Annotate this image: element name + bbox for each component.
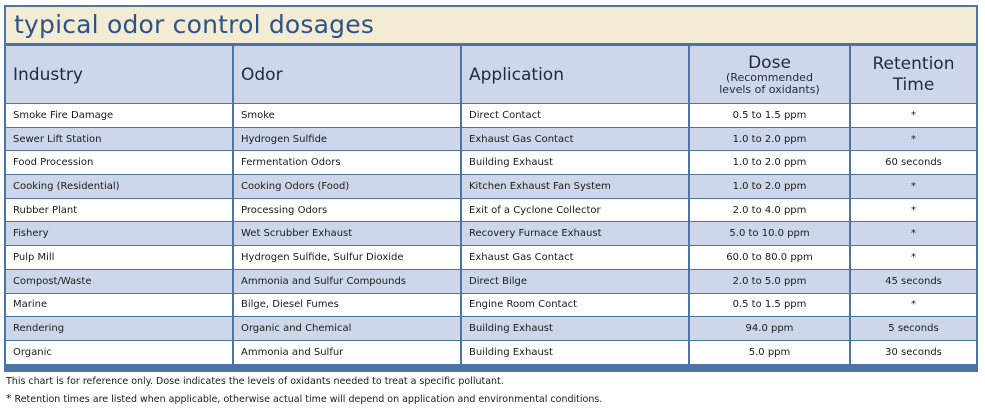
cell-application: Building Exhaust: [462, 317, 690, 340]
footnote-retention: [6, 392, 602, 405]
cell-dose: 5.0 ppm: [690, 341, 851, 364]
cell-application: Recovery Furnace Exhaust: [462, 222, 690, 245]
table-row: [6, 317, 976, 340]
cell-dose: 0.5 to 1.5 ppm: [690, 104, 851, 127]
cell-industry: Marine: [6, 294, 234, 317]
cell-industry: Rubber Plant: [6, 199, 234, 222]
table-row: [6, 175, 976, 198]
cell-dose: 2.0 to 5.0 ppm: [690, 270, 851, 293]
table-row: [6, 246, 976, 269]
cell-odor: Processing Odors: [234, 199, 462, 222]
header-dose: [690, 46, 851, 103]
cell-application: Kitchen Exhaust Fan System: [462, 175, 690, 198]
header-dose-sub-1: (Recommended: [726, 70, 813, 84]
table-row: [6, 151, 976, 174]
header-retention-2: Time: [892, 74, 935, 95]
cell-industry: Pulp Mill: [6, 246, 234, 269]
cell-odor: Wet Scrubber Exhaust: [234, 222, 462, 245]
dosage-table: [6, 45, 976, 365]
cell-application: Direct Contact: [462, 104, 690, 127]
cell-retention: *: [851, 222, 976, 245]
page-title: typical odor control dosages: [14, 10, 375, 39]
cell-application: Engine Room Contact: [462, 294, 690, 317]
cell-odor: Hydrogen Sulfide: [234, 128, 462, 151]
header-dose-sub-2: levels of oxidants): [719, 82, 820, 96]
cell-retention: 60 seconds: [851, 151, 976, 174]
cell-dose: 1.0 to 2.0 ppm: [690, 175, 851, 198]
table-row: [6, 199, 976, 222]
cell-industry: Rendering: [6, 317, 234, 340]
header-industry: Industry: [6, 46, 234, 103]
cell-application: Direct Bilge: [462, 270, 690, 293]
cell-dose: 5.0 to 10.0 ppm: [690, 222, 851, 245]
cell-retention: *: [851, 246, 976, 269]
cell-application: Exhaust Gas Contact: [462, 246, 690, 269]
footnote-asterisk: *: [6, 392, 12, 405]
header-retention: [851, 46, 976, 103]
table-row: [6, 222, 976, 245]
cell-dose: 1.0 to 2.0 ppm: [690, 151, 851, 174]
cell-dose: 60.0 to 80.0 ppm: [690, 246, 851, 269]
cell-odor: Ammonia and Sulfur: [234, 341, 462, 364]
cell-application: Building Exhaust: [462, 151, 690, 174]
table-row: [6, 128, 976, 151]
cell-odor: Smoke: [234, 104, 462, 127]
header-odor: Odor: [234, 46, 462, 103]
footnote-retention-text: Retention times are listed when applicable, otherwise actual time will depend on application and environmental conditions.: [11, 394, 603, 405]
cell-application: Exhaust Gas Contact: [462, 128, 690, 151]
cell-retention: *: [851, 104, 976, 127]
cell-retention: *: [851, 199, 976, 222]
cell-industry: Food Procession: [6, 151, 234, 174]
cell-industry: Cooking (Residential): [6, 175, 234, 198]
header-application: Application: [462, 46, 690, 103]
cell-retention: *: [851, 175, 976, 198]
cell-dose: 2.0 to 4.0 ppm: [690, 199, 851, 222]
table-row: [6, 270, 976, 293]
cell-industry: Smoke Fire Damage: [6, 104, 234, 127]
cell-application: Building Exhaust: [462, 341, 690, 364]
header-row: [6, 46, 976, 103]
cell-application: Exit of a Cyclone Collector: [462, 199, 690, 222]
cell-dose: 94.0 ppm: [690, 317, 851, 340]
table-row: [6, 294, 976, 317]
cell-retention: *: [851, 128, 976, 151]
cell-odor: Bilge, Diesel Fumes: [234, 294, 462, 317]
table-row: [6, 104, 976, 127]
cell-odor: Fermentation Odors: [234, 151, 462, 174]
title-bar: [6, 7, 976, 43]
cell-retention: 45 seconds: [851, 270, 976, 293]
header-retention-1: Retention: [872, 53, 955, 74]
cell-industry: Sewer Lift Station: [6, 128, 234, 151]
cell-industry: Organic: [6, 341, 234, 364]
footnote-reference: This chart is for reference only. Dose indicates the levels of oxidants needed to treat a specific pollutant.: [6, 376, 504, 387]
cell-retention: 5 seconds: [851, 317, 976, 340]
table-row: [6, 341, 976, 364]
cell-dose: 0.5 to 1.5 ppm: [690, 294, 851, 317]
cell-odor: Ammonia and Sulfur Compounds: [234, 270, 462, 293]
header-dose-label: Dose: [748, 52, 791, 73]
cell-odor: Hydrogen Sulfide, Sulfur Dioxide: [234, 246, 462, 269]
cell-odor: Organic and Chemical: [234, 317, 462, 340]
cell-industry: Fishery: [6, 222, 234, 245]
cell-dose: 1.0 to 2.0 ppm: [690, 128, 851, 151]
cell-odor: Cooking Odors (Food): [234, 175, 462, 198]
cell-retention: *: [851, 294, 976, 317]
cell-industry: Compost/Waste: [6, 270, 234, 293]
cell-retention: 30 seconds: [851, 341, 976, 364]
